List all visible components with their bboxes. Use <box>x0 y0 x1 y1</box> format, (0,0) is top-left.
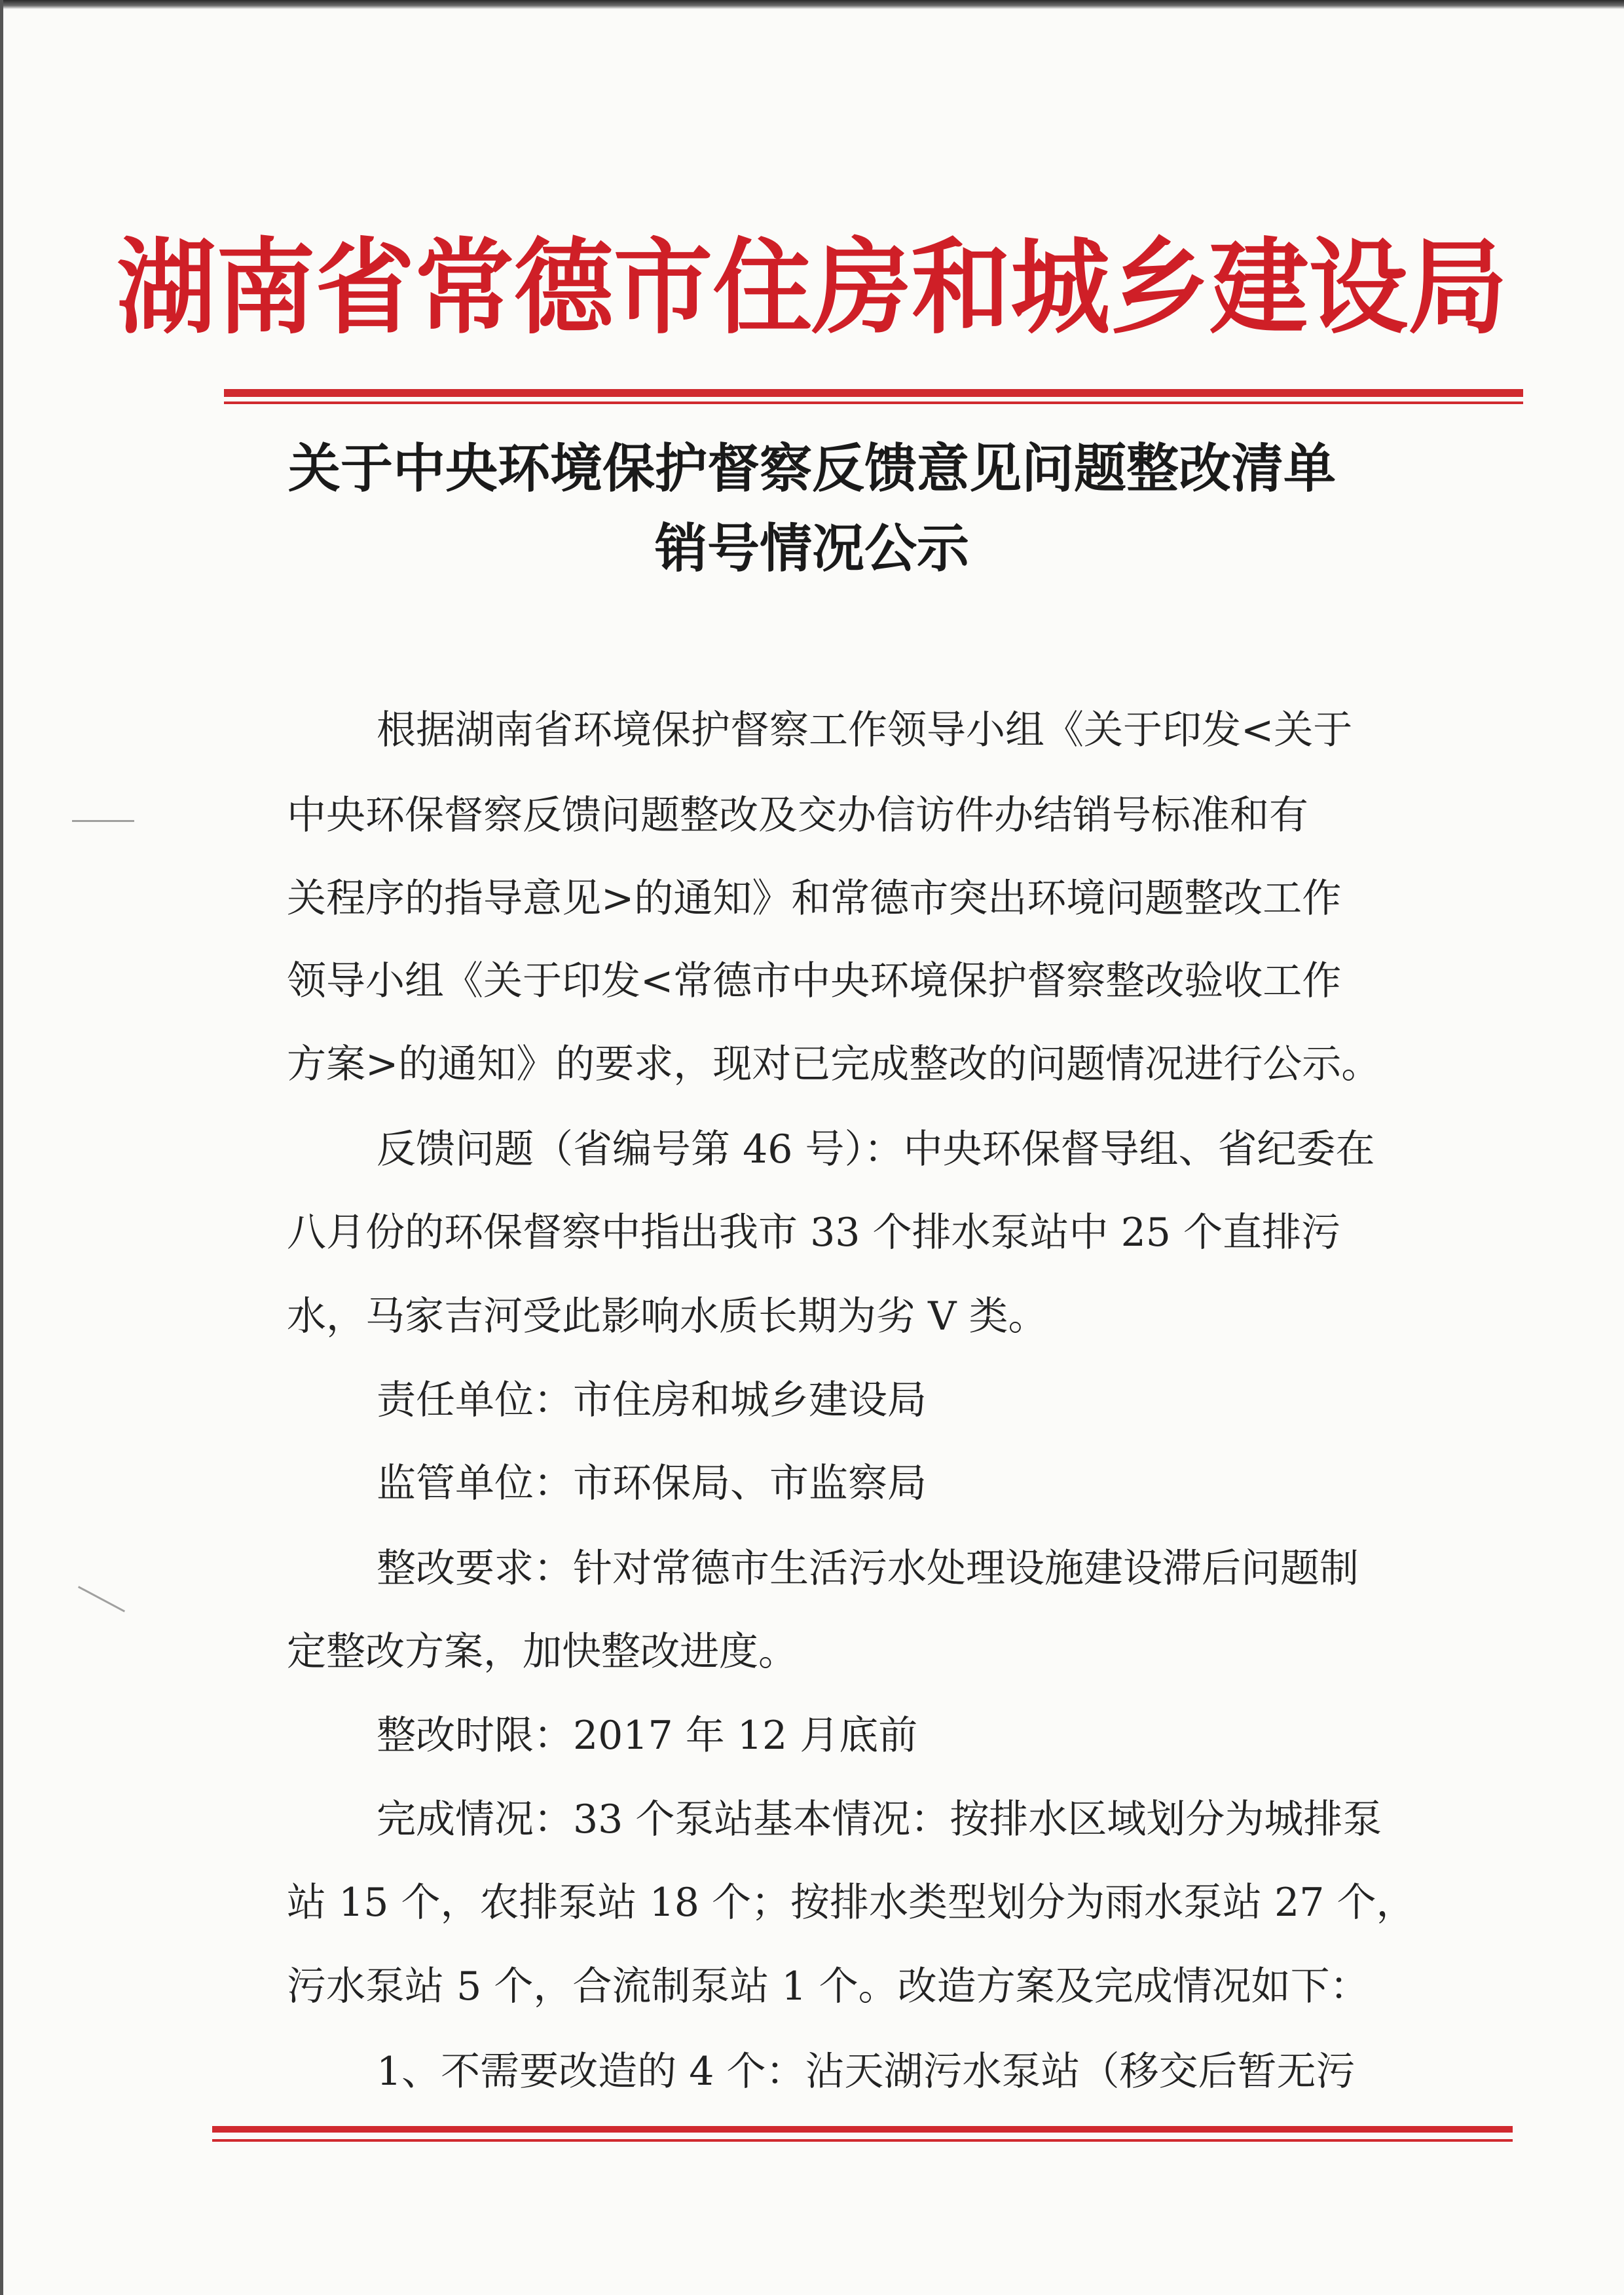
body-line: 整改要求：针对常德市生活污水处理设施建设滞后问题制 <box>377 1546 1359 1592</box>
document-title-line-2: 销号情况公示 <box>655 517 969 579</box>
body-line: 站 15 个，农排泵站 18 个；按排水类型划分为雨水泵站 27 个， <box>287 1880 1416 1926</box>
footer-red-rule-thick <box>212 2126 1513 2133</box>
body-line: 监管单位：市环保局、市监察局 <box>377 1461 927 1506</box>
body-line: 反馈问题（省编号第 46 号）：中央环保督导组、省纪委在 <box>377 1127 1375 1172</box>
body-line: 1、不需要改造的 4 个：沾天湖污水泵站（移交后暂无污 <box>377 2049 1356 2095</box>
body-line: 污水泵站 5 个，合流制泵站 1 个。改造方案及完成情况如下： <box>287 1964 1369 2009</box>
body-line: 方案>的通知》的要求，现对已完成整改的问题情况进行公示。 <box>287 1041 1381 1087</box>
issuer-header: 湖南省常德市住房和城乡建设局 <box>117 227 1507 348</box>
scan-speck <box>72 820 134 822</box>
body-line: 领导小组《关于印发<常德市中央环境保护督察整改验收工作 <box>287 958 1342 1004</box>
body-line: 责任单位：市住房和城乡建设局 <box>377 1377 927 1423</box>
header-red-rule-thick <box>224 389 1523 397</box>
body-line: 中央环保督察反馈问题整改及交办信访件办结销号标准和有 <box>287 793 1308 838</box>
scan-edge-top <box>0 0 1624 9</box>
footer-red-rule-thin <box>212 2139 1513 2142</box>
scan-edge-left <box>0 0 3 2295</box>
body-line: 水，马家吉河受此影响水质长期为劣 V 类。 <box>287 1294 1048 1339</box>
body-line: 整改时限：2017 年 12 月底前 <box>377 1713 918 1759</box>
scan-speck <box>78 1586 125 1612</box>
document-title-line-1: 关于中央环境保护督察反馈意见问题整改清单 <box>288 438 1336 499</box>
body-line: 关程序的指导意见>的通知》和常德市突出环境问题整改工作 <box>287 876 1342 922</box>
body-line: 定整改方案，加快整改进度。 <box>287 1629 798 1675</box>
body-line: 八月份的环保督察中指出我市 33 个排水泵站中 25 个直排污 <box>287 1210 1340 1256</box>
body-line: 完成情况：33 个泵站基本情况：按排水区域划分为城排泵 <box>377 1797 1382 1842</box>
header-red-rule-thin <box>224 401 1523 404</box>
body-line: 根据湖南省环境保护督察工作领导小组《关于印发<关于 <box>377 707 1353 753</box>
